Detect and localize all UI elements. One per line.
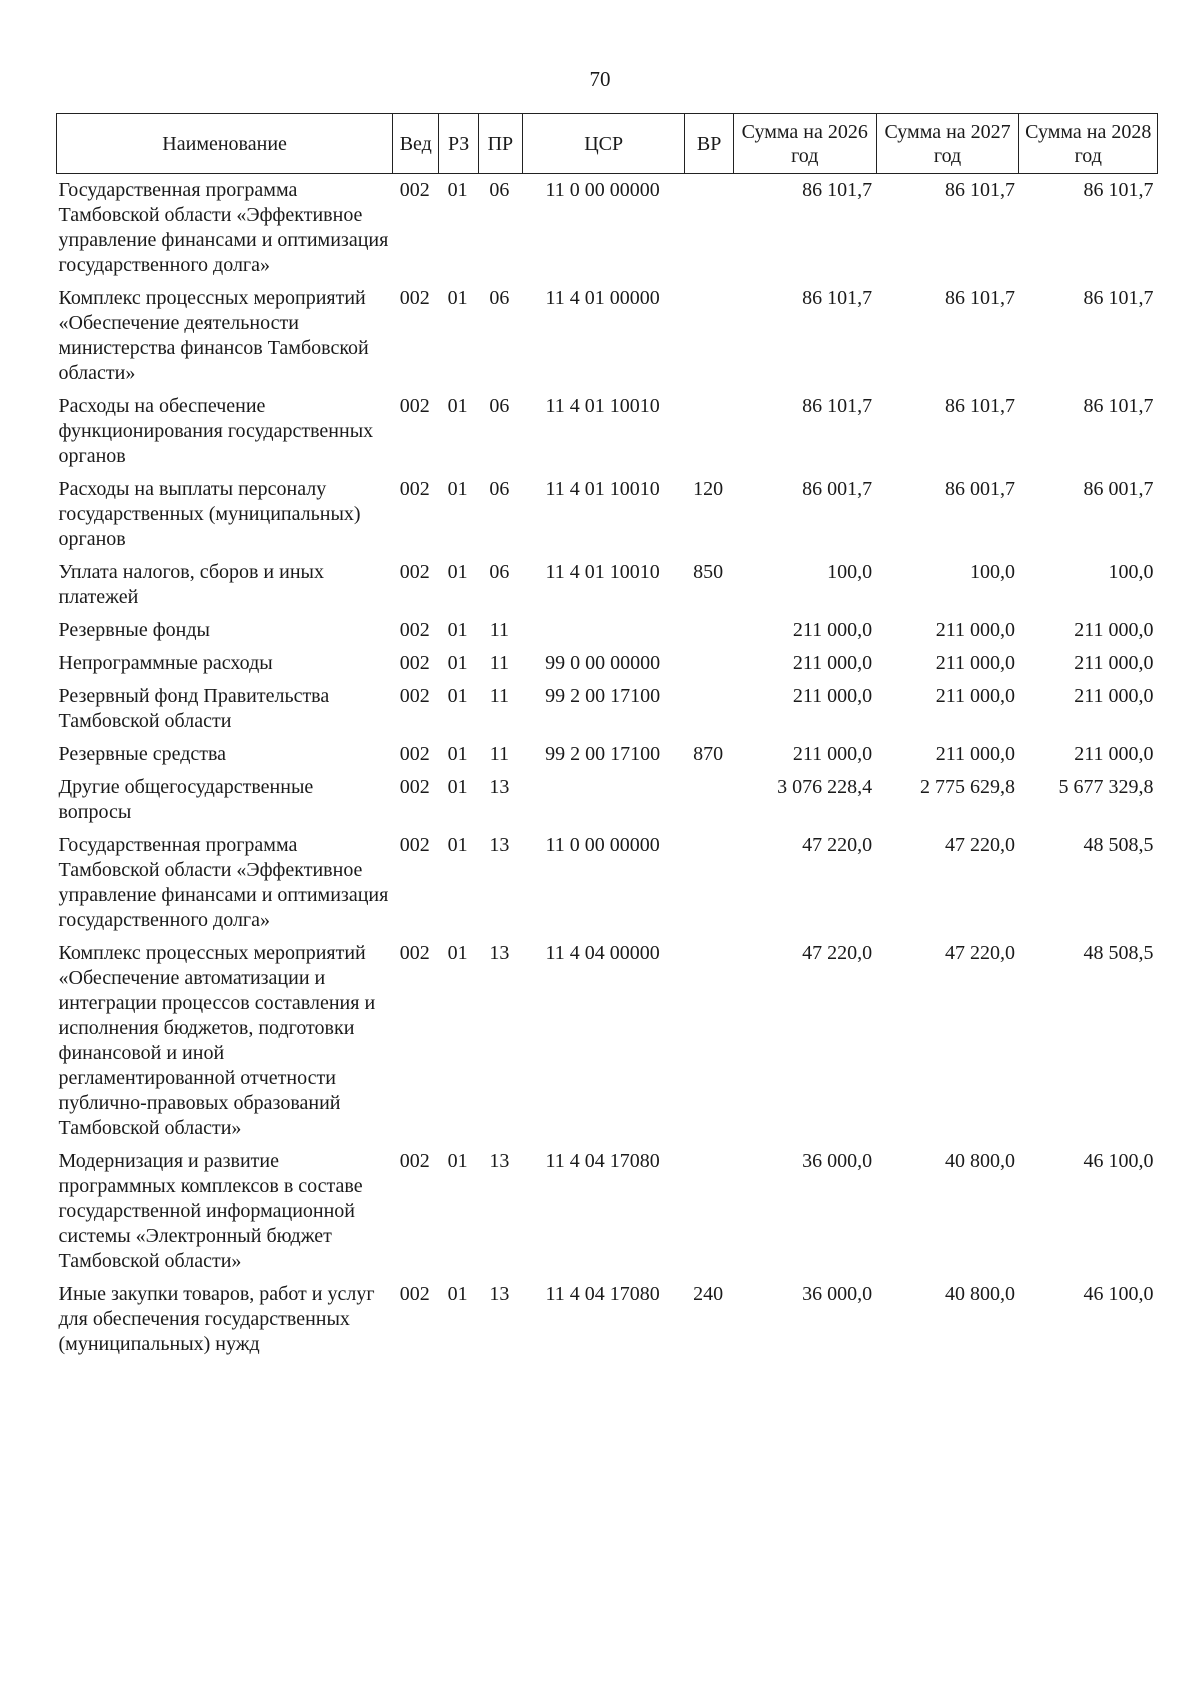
row-ved: 002 — [399, 287, 430, 309]
row-ved: 002 — [399, 1150, 430, 1172]
row-ved: 002 — [399, 619, 430, 641]
row-name: Государственная программа Тамбовской области «Эффективное управление финансами и оптимизация государственного долга» — [58, 834, 389, 931]
row-ved: 002 — [399, 743, 430, 765]
row-pr: 06 — [489, 287, 510, 309]
row-name: Комплекс процессных мероприятий «Обеспечение деятельности министерства финансов Тамбовской области» — [58, 287, 369, 384]
row-name: Расходы на обеспечение функционирования государственных органов — [58, 395, 374, 467]
row-vr — [685, 174, 733, 283]
row-rz: 01 — [447, 287, 468, 309]
row-pr: 11 — [489, 652, 509, 674]
row-vr — [685, 1145, 733, 1278]
table-row — [57, 771, 1158, 829]
row-sum-2027: 86 101,7 — [944, 395, 1015, 417]
row-rz: 01 — [447, 179, 468, 201]
row-pr: 13 — [489, 1283, 510, 1305]
row-pr: 13 — [489, 942, 510, 964]
table-row — [57, 473, 1158, 556]
table-row — [57, 282, 1158, 390]
row-ved: 002 — [399, 776, 430, 798]
header-sum-2027: Сумма на 2027 год — [876, 114, 1019, 174]
table-row — [57, 556, 1158, 614]
row-sum-2026: 47 220,0 — [802, 834, 873, 856]
row-rz: 01 — [447, 776, 468, 798]
row-rz: 01 — [447, 395, 468, 417]
row-ved: 002 — [399, 1283, 430, 1305]
row-vr — [685, 937, 733, 1145]
table-row — [57, 680, 1158, 738]
row-name: Комплекс процессных мероприятий «Обеспечение автоматизации и интеграции процессов составления и исполнения бюджетов, подготовки финансовой и иной регламентированной отчетности публично-правовых образований Тамбовской области» — [58, 942, 376, 1139]
row-vr: 850 — [693, 561, 724, 583]
row-rz: 01 — [447, 834, 468, 856]
row-vr — [685, 829, 733, 937]
row-sum-2026: 86 101,7 — [802, 179, 873, 201]
row-name: Модернизация и развитие программных комплексов в составе государственной информационной системы «Электронный бюджет Тамбовской области» — [58, 1150, 363, 1272]
row-pr: 11 — [489, 619, 509, 641]
row-sum-2026: 211 000,0 — [792, 743, 873, 765]
row-sum-2026: 3 076 228,4 — [777, 776, 873, 798]
row-vr: 870 — [693, 743, 724, 765]
budget-table — [56, 113, 1158, 1361]
table-row — [57, 738, 1158, 771]
row-csr: 11 4 04 17080 — [545, 1150, 660, 1172]
row-sum-2026: 36 000,0 — [802, 1283, 873, 1305]
row-pr: 06 — [489, 395, 510, 417]
row-pr: 13 — [489, 834, 510, 856]
row-sum-2027: 86 101,7 — [944, 287, 1015, 309]
row-sum-2027: 211 000,0 — [935, 685, 1015, 707]
row-name: Уплата налогов, сборов и иных платежей — [58, 561, 324, 608]
row-pr: 06 — [489, 561, 510, 583]
row-csr: 11 0 00 00000 — [545, 834, 660, 856]
row-pr: 11 — [489, 685, 509, 707]
row-pr: 06 — [489, 179, 510, 201]
row-sum-2026: 211 000,0 — [792, 652, 873, 674]
row-name: Государственная программа Тамбовской области «Эффективное управление финансами и оптимизация государственного долга» — [58, 179, 389, 276]
row-sum-2027: 2 775 629,8 — [919, 776, 1015, 798]
row-sum-2028: 46 100,0 — [1083, 1150, 1154, 1172]
table-row — [57, 390, 1158, 473]
table-row — [57, 829, 1158, 937]
row-vr — [685, 282, 733, 390]
row-sum-2028: 48 508,5 — [1083, 834, 1154, 856]
row-name: Иные закупки товаров, работ и услуг для обеспечения государственных (муниципальных) нужд — [58, 1283, 375, 1355]
header-ved: Вед — [393, 114, 439, 174]
row-ved: 002 — [399, 652, 430, 674]
row-csr: 11 4 01 10010 — [545, 395, 660, 417]
row-sum-2028: 86 101,7 — [1083, 287, 1154, 309]
row-csr: 11 0 00 00000 — [545, 179, 660, 201]
row-csr — [522, 614, 685, 647]
header-rz: РЗ — [439, 114, 479, 174]
table-row — [57, 1145, 1158, 1278]
row-vr: 120 — [693, 478, 724, 500]
table-row — [57, 647, 1158, 680]
row-rz: 01 — [447, 743, 468, 765]
header-name: Наименование — [57, 114, 393, 174]
row-sum-2028: 86 101,7 — [1083, 395, 1154, 417]
header-vr: ВР — [685, 114, 733, 174]
row-csr: 11 4 04 00000 — [545, 942, 660, 964]
row-rz: 01 — [447, 561, 468, 583]
row-vr — [685, 390, 733, 473]
row-pr: 06 — [489, 478, 510, 500]
row-name: Расходы на выплаты персоналу государственных (муниципальных) органов — [58, 478, 361, 550]
row-vr — [685, 614, 733, 647]
row-rz: 01 — [447, 619, 468, 641]
row-ved: 002 — [399, 561, 430, 583]
row-ved: 002 — [399, 685, 430, 707]
row-pr: 13 — [489, 1150, 510, 1172]
row-sum-2027: 86 001,7 — [944, 478, 1015, 500]
row-rz: 01 — [447, 652, 468, 674]
row-name: Другие общегосударственные вопросы — [58, 776, 314, 823]
row-ved: 002 — [399, 179, 430, 201]
table-row — [57, 614, 1158, 647]
header-pr: ПР — [478, 114, 522, 174]
row-vr — [685, 680, 733, 738]
row-sum-2027: 47 220,0 — [944, 834, 1015, 856]
row-sum-2026: 47 220,0 — [802, 942, 873, 964]
row-csr: 99 2 00 17100 — [545, 743, 661, 765]
row-sum-2028: 211 000,0 — [1074, 652, 1154, 674]
row-rz: 01 — [447, 685, 468, 707]
row-sum-2028: 46 100,0 — [1083, 1283, 1154, 1305]
row-csr: 11 4 01 10010 — [545, 561, 660, 583]
row-csr: 11 4 01 00000 — [545, 287, 660, 309]
header-sum-2026: Сумма на 2026 год — [733, 114, 876, 174]
row-vr: 240 — [693, 1283, 724, 1305]
row-sum-2028: 211 000,0 — [1074, 619, 1154, 641]
row-ved: 002 — [399, 834, 430, 856]
row-rz: 01 — [447, 942, 468, 964]
row-csr: 99 2 00 17100 — [545, 685, 661, 707]
row-csr: 11 4 04 17080 — [545, 1283, 660, 1305]
table-header — [57, 114, 1158, 174]
row-sum-2027: 47 220,0 — [944, 942, 1015, 964]
row-sum-2027: 211 000,0 — [935, 619, 1015, 641]
row-sum-2028: 5 677 329,8 — [1058, 776, 1154, 798]
row-sum-2026: 211 000,0 — [792, 619, 873, 641]
row-sum-2028: 86 101,7 — [1083, 179, 1154, 201]
row-sum-2026: 211 000,0 — [792, 685, 873, 707]
row-sum-2028: 211 000,0 — [1074, 685, 1154, 707]
row-sum-2026: 86 001,7 — [802, 478, 873, 500]
row-name: Резервный фонд Правительства Тамбовской области — [58, 685, 330, 732]
table-body — [57, 174, 1158, 1362]
page-number: 70 — [589, 67, 611, 91]
row-pr: 11 — [489, 743, 509, 765]
row-name: Резервные фонды — [58, 619, 210, 641]
row-name: Резервные средства — [58, 743, 227, 765]
row-vr — [685, 771, 733, 829]
row-sum-2027: 100,0 — [969, 561, 1015, 583]
row-sum-2026: 86 101,7 — [802, 395, 873, 417]
row-sum-2028: 211 000,0 — [1074, 743, 1154, 765]
row-sum-2027: 40 800,0 — [944, 1283, 1015, 1305]
row-vr — [685, 647, 733, 680]
table-row — [57, 937, 1158, 1145]
row-csr: 99 0 00 00000 — [545, 652, 661, 674]
header-sum-2028: Сумма на 2028 год — [1019, 114, 1158, 174]
row-sum-2026: 36 000,0 — [802, 1150, 873, 1172]
row-sum-2027: 86 101,7 — [944, 179, 1015, 201]
row-ved: 002 — [399, 942, 430, 964]
row-ved: 002 — [399, 478, 430, 500]
row-csr — [522, 771, 685, 829]
row-name: Непрограммные расходы — [58, 652, 273, 674]
row-sum-2026: 100,0 — [827, 561, 873, 583]
row-rz: 01 — [447, 478, 468, 500]
row-rz: 01 — [447, 1283, 468, 1305]
row-sum-2027: 40 800,0 — [944, 1150, 1015, 1172]
row-sum-2028: 48 508,5 — [1083, 942, 1154, 964]
row-sum-2027: 211 000,0 — [935, 652, 1015, 674]
row-rz: 01 — [447, 1150, 468, 1172]
header-csr: ЦСР — [522, 114, 685, 174]
row-sum-2026: 86 101,7 — [802, 287, 873, 309]
row-pr: 13 — [489, 776, 510, 798]
row-csr: 11 4 01 10010 — [545, 478, 660, 500]
row-sum-2027: 211 000,0 — [935, 743, 1015, 765]
row-sum-2028: 100,0 — [1108, 561, 1154, 583]
row-ved: 002 — [399, 395, 430, 417]
row-sum-2028: 86 001,7 — [1083, 478, 1154, 500]
table-row — [57, 174, 1158, 283]
table-row — [57, 1278, 1158, 1361]
